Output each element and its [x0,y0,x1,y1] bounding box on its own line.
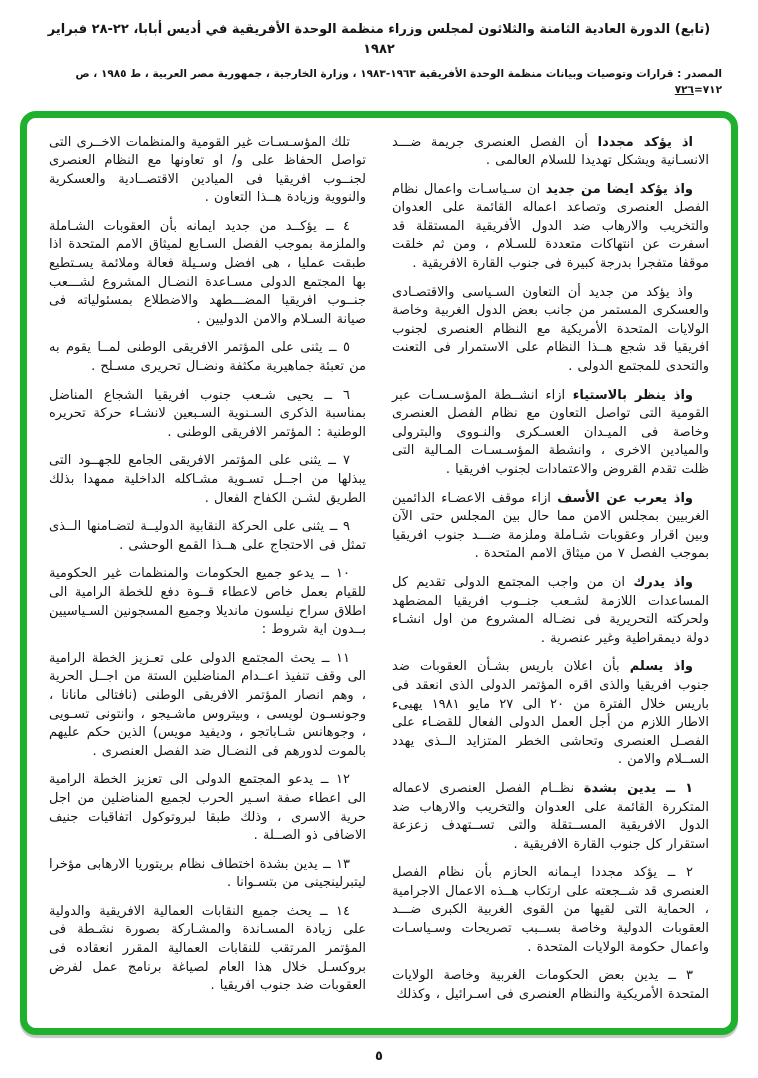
paragraph [49,134,366,208]
paragraph-body: ١٤ ــ يحث جميع النقابات العمالية الافريقية والدولية على زيادة المسـاندة والمشـاركة بصورة نشـطة فى المؤتمر المرتقب للنقابات العمالية المقرر انعقاده فى بروكسـل خلال هذا العام لصياغة برنامج عمل لفرض العقوبات ضد جنوب افريقيا . [49,903,366,994]
header-source-text: المصدر : قرارات وتوصيات وبيانات منظمة الوحدة الأفريقية ١٩٦٣-١٩٨٣ ، وزارة الخارجية ، جمهورية مصر العربية ، ط ١٩٨٥ ، ص ٧١٢= [75,68,722,96]
paragraph-body: ١١ ــ يحث المجتمع الدولى على تعـزيز الخطة الرامية الى وقف تنفيذ اعــدام المناضلين الستة من اجــل الحرية ، وهم انصار المؤتمر الافريقى الوطنى (نافتالى مانانا ، وجونسـون لويسى ، وبيتروس ماشـيجو ، وانتونى تسـويى ، وجوهانس شـاباتجو ، وديفيد مويس) الذين حكم عليهم بالموت لدورهم فى النضـال ضد الفصل العنصرى . [49,650,366,759]
column-left [49,134,366,1018]
document-header [0,0,758,99]
header-title: (تابع) الدورة العادية الثامنة والثلاثون لمجلس وزراء منظمة الوحدة الأفريقية في أديس أبابا، ٢٢-٢٨ فبراير ١٩٨٢ [47,22,711,57]
paragraph-body: ٥ ــ يثنى على المؤتمر الافريقى الوطنى لمــا يقوم به من تعبئة جماهيرية مكثفة ونضـال تحريرى مسـلح . [49,340,366,375]
paragraph-lead: اذ يؤكد مجددا [597,134,693,150]
paragraph-body: ٧ ــ يثنى على المؤتمر الافريقى الجامع للجهــود التى يبذلها من اجــل تسـوية مشـاكله الداخلية ممهدا بذلك الطريق لشـن الكفاح الفعال . [49,453,366,506]
paragraph-lead: ١ ــ يدين بشدة [583,780,693,796]
header-source [36,67,722,99]
paragraph-body: ازاء موقف الاعضـاء الدائمين الغربيين بمجلس الامن مما حال بين المجلس حتى الآن وبين اقرار وعقوبات شـاملة وملزمة ضـــد جنوب افريقيا بموجب الفصل ٧ من ميثاق الامم المتحدة . [392,490,709,562]
paragraph [392,181,709,274]
content-border [20,111,738,1035]
paragraph-lead: واذ يعرب عن الأسف [557,490,693,506]
text-columns [49,134,709,1018]
paragraph-body: نظــام الفصل العنصرى لاعماله المتكررة القائمة على العدوان والتخريب والارهاب ضد الدول الافريقية المســتقلة والتى تســتهدف زعزعة استقرار كل جنوب القارة الافريقية . [392,780,709,852]
paragraph [392,864,709,957]
paragraph-body: ٩ ــ يثنى على الحركة النقابية الدوليــة لتضـامنها الــذى تمثل فى الاحتجاج على هــذا القمع الوحشى . [49,519,366,553]
paragraph [49,856,366,893]
paragraph-body: واذ يؤكد من جديد أن التعاون السـياسى والاقتصـادى والعسكرى المستمر من جانب بعض الدول الغربية وخاصة الولايات المتحدة الأمريكية مع النظام العنصرى لجنوب افريقيا قد شجع هــذا النظام على الاستمرار فى التعنت والتحدى للمجتمع الدولى . [392,284,709,375]
paragraph-body: ٦ ــ يحيى شـعب جنوب افريقيا الشجاع المناضل بمناسبة الذكرى السـنوية السـبعين لانشـاء حركة تحريره الوطنية : المؤتمر الافريقى الوطنى . [49,387,366,440]
paragraph-body: ٢ ــ يؤكد مجددا ايـمانه الحازم بأن نظام الفصل العنصرى قد شــجعته على ارتكاب هــذه الاعمال الاجرامية ، الحماية التى لقيها من القوى الغربية الكبرى ضـــد العقوبات الدولية وخاصة بســبب تصريحات وسـياسـات واعمال حكومة الولايات المتحدة . [392,865,709,955]
paragraph [49,650,366,762]
paragraph-body: بأن اعلان باريس بشـأن العقوبات ضد جنوب افريقيا والذى اقره المؤتمر الدولى الذى انعقد فى باريس خلال الفترة من ٢٠ الى ٢٧ مايو ١٩٨١ يهيىء الاطار اللازم من أجل العمل الدولى الفعال للقضـاء على الفصـل العنصرى وتحاشى الخطر المتزايد الــذى يهدد الســلام والامن . [392,659,709,768]
paragraph [392,387,709,480]
paragraph-body: ١٠ ــ يدعو جميع الحكومات والمنظمات غير الحكومية للقيام بعمل خاص لاعطاء قــوة دفع للخطة الرامية الى اطلاق سراح نيلسون مانديلا وجميع المسجونين السـياسيين بــدون اية شروط : [49,566,366,638]
paragraph [49,339,366,376]
paragraph [392,490,709,564]
paragraph [392,574,709,648]
paragraph-body: أن الفصل العنصرى جريمة ضـــد الانسـانية ويشكل تهديدا للسلام العالمى . [392,134,709,169]
paragraph [49,565,366,639]
paragraph-body: تلك المؤسـسـات غير القومية والمنظمات الاخــرى التى تواصل الحفاظ على و/ او تعاونها مع النظام العنصرى لجنــوب افريقيا فى الميادين الاقتصــادية والعسكرية والنووية وزيادة هــذا التعاون . [49,134,366,206]
paragraph [49,387,366,443]
paragraph-lead: واذ يؤكد ايضا من جديد [545,181,693,197]
paragraph [49,218,366,330]
paragraph-body: ١٣ ــ يدين بشدة اختطاف نظام بريتوريا الارهابى مؤخرا ليتبرلينجينى من بتسـوانا . [49,856,366,891]
paragraph [49,452,366,508]
paragraph [392,134,709,171]
paragraph [49,903,366,996]
page-number: ٥ [375,1049,383,1064]
paragraph-lead: واذ ينظر بالاستياء [572,387,693,403]
paragraph [392,658,709,770]
paragraph-lead: واذ يدرك [633,574,694,590]
paragraph [49,771,366,845]
paragraph-body: ٣ ــ يدين بعض الحكومات الغربية وخاصة الولايات المتحدة الأمريكية والنظام العنصرى فى اسـرائيل ، وكذلك [392,968,709,1002]
paragraph [392,780,709,854]
paragraph [392,284,709,377]
paragraph [49,518,366,555]
paragraph-lead: واذ يسلم [629,659,693,675]
paragraph-body: ان من واجب المجتمع الدولى تقديم كل المساعدات اللازمة لشـعب جنــوب افريقيا المضطهد ولحركته التحريرية فى نضـاله المشروع من اول انشـاء دولة ديمقراطية وغير عنصرية . [392,574,709,646]
paragraph-body: ٤ ــ يؤكــد من جديد ايمانه بأن العقوبات الشـاملة والملزمة بموجب الفصل السـابع لميثاق الامم المتحدة اذا طبقت عمليا ، هى افضل وسـيلة فعالة وملائمة يسـتطيع بها المجتمع الدولى مسـاعدة النضـال المشروع لشـــعب جنــوب افريقيا المضـــطهد والاضطلاع بمسئولياته فى صيانة السـلام والامن الدوليين . [49,218,366,327]
paragraph-body: ان سـياسـات واعمال نظام الفصل العنصرى وتصاعد اعماله القائمة على العدوان والتخريب والارهاب ضد الدول الأفريقية المستقلة قد اسفرت عن انتهاكات متعددة للسـلام ، ومن ثم خلقت موقفا متفجرا بدرجة كبيرة فى جنوب القارة الافريقية . [392,181,709,272]
paragraph-body: ١٢ ــ يدعو المجتمع الدولى الى تعزيز الخطة الرامية الى اعطاء صفة اسـير الحرب لجميع المناضلين من اجل حرية الاسرى ، وذلك طبقا لبروتوكول اتفاقيات جنيف الاضافى ذو الصــلة . [49,772,366,844]
paragraph [392,967,709,1004]
column-right [392,134,709,1018]
header-source-pages: ٧٢٦ [674,83,694,96]
paragraph-body: ازاء انشــطة المؤسـسـات عبر القومية التى تواصل التعاون مع نظام الفصل العنصرى وخاصة فى الميـدان العسـكرى والنـووى والبترولى والميادين الاخرى ، وانشطة المؤسـسـات المـالية التى ظلت تقدم القروض والاعتمادات لجنوب افريقيا . [392,387,709,477]
